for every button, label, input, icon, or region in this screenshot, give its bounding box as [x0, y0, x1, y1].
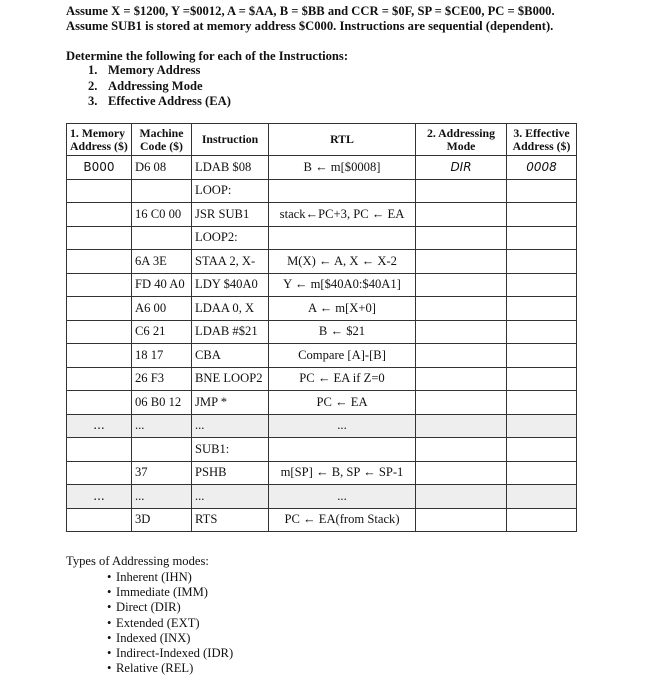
cell-instruction: PSHB [192, 461, 269, 485]
cell-rtl: B ← m[$0008] [269, 156, 416, 180]
cell-effective-address [507, 203, 577, 227]
cell-rtl [269, 179, 416, 203]
cell-rtl: PC ← EA if Z=0 [269, 367, 416, 391]
cell-memory-address [67, 273, 132, 297]
cell-addressing-mode [416, 485, 507, 509]
task-item: 1. Memory Address [88, 63, 201, 77]
cell-rtl: m[SP] ← B, SP ← SP-1 [269, 461, 416, 485]
addressing-modes-list [107, 570, 233, 676]
col-header-addressing-mode: 2. Addressing Mode [416, 124, 507, 156]
cell-memory-address [67, 297, 132, 321]
cell-memory-address [67, 203, 132, 227]
cell-addressing-mode [416, 391, 507, 415]
col-header-effective-address: 3. Effective Address ($) [507, 124, 577, 156]
cell-memory-address: ... [67, 485, 132, 509]
table-row [67, 320, 577, 344]
cell-instruction: LOOP: [192, 179, 269, 203]
cell-addressing-mode [416, 508, 507, 532]
table-row [67, 438, 577, 462]
cell-rtl: Compare [A]-[B] [269, 344, 416, 368]
cell-effective-address [507, 250, 577, 274]
cell-machine-code: ... [132, 485, 192, 509]
cell-machine-code: ... [132, 414, 192, 438]
cell-rtl: A ← m[X+0] [269, 297, 416, 321]
cell-effective-address [507, 179, 577, 203]
task-item: 3. Effective Address (EA) [88, 94, 231, 108]
cell-addressing-mode [416, 320, 507, 344]
cell-machine-code [132, 438, 192, 462]
cell-machine-code: C6 21 [132, 320, 192, 344]
cell-addressing-mode [416, 179, 507, 203]
cell-machine-code: 06 B0 12 [132, 391, 192, 415]
cell-memory-address [67, 461, 132, 485]
col-header-machine-code: Machine Code ($) [132, 124, 192, 156]
cell-effective-address [507, 320, 577, 344]
cell-effective-address [507, 438, 577, 462]
cell-machine-code: 37 [132, 461, 192, 485]
cell-machine-code: 26 F3 [132, 367, 192, 391]
cell-memory-address [67, 250, 132, 274]
col-header-instruction: Instruction [192, 124, 269, 156]
cell-instruction: BNE LOOP2 [192, 367, 269, 391]
addressing-mode-item: • Extended (EXT) [107, 615, 200, 630]
col-header-memory-address: 1. Memory Address ($) [67, 124, 132, 156]
cell-machine-code: 18 17 [132, 344, 192, 368]
cell-rtl: PC ← EA [269, 391, 416, 415]
cell-instruction: LDAA 0, X [192, 297, 269, 321]
cell-rtl: M(X) ← A, X ← X-2 [269, 250, 416, 274]
cell-addressing-mode [416, 273, 507, 297]
table-row [67, 414, 577, 438]
assumption-sub1: Assume SUB1 is stored at memory address $C000. Instructions are sequential (dependent). [66, 19, 554, 33]
cell-effective-address: 0008 [507, 156, 577, 180]
table-row [67, 391, 577, 415]
cell-effective-address [507, 508, 577, 532]
cell-rtl: Y ← m[$40A0:$40A1] [269, 273, 416, 297]
cell-memory-address [67, 320, 132, 344]
addressing-mode-item: • Inherent (IHN) [107, 570, 192, 584]
cell-memory-address [67, 391, 132, 415]
cell-machine-code [132, 226, 192, 250]
assumption-registers: Assume X = $1200, Y =$0012, A = $AA, B = $BB and CCR = $0F, SP = $CE00, PC = $B000. [66, 4, 555, 18]
addressing-mode-item: • Indexed (INX) [107, 630, 191, 645]
table-header-row [67, 124, 577, 156]
cell-machine-code: D6 08 [132, 156, 192, 180]
cell-rtl [269, 438, 416, 462]
table-row [67, 179, 577, 203]
cell-memory-address [67, 226, 132, 250]
cell-instruction: LDAB #$21 [192, 320, 269, 344]
cell-memory-address [67, 344, 132, 368]
instruction-table [66, 123, 577, 532]
cell-rtl: B ← $21 [269, 320, 416, 344]
table-row [67, 367, 577, 391]
cell-addressing-mode [416, 414, 507, 438]
cell-addressing-mode [416, 344, 507, 368]
cell-instruction: JSR SUB1 [192, 203, 269, 227]
table-row [67, 250, 577, 274]
cell-effective-address [507, 367, 577, 391]
addressing-mode-item: • Indirect-Indexed (IDR) [107, 645, 234, 660]
cell-effective-address [507, 485, 577, 509]
cell-addressing-mode [416, 297, 507, 321]
table-row [67, 273, 577, 297]
addressing-mode-item: • Immediate (IMM) [107, 585, 208, 600]
cell-effective-address [507, 344, 577, 368]
cell-instruction: STAA 2, X- [192, 250, 269, 274]
addressing-mode-item: • Relative (REL) [107, 661, 194, 676]
cell-rtl [269, 226, 416, 250]
cell-instruction: LOOP2: [192, 226, 269, 250]
instructions-intro: Determine the following for each of the Instructions: [66, 49, 349, 63]
cell-machine-code: 6A 3E [132, 250, 192, 274]
task-item: 2. Addressing Mode [88, 78, 203, 93]
cell-instruction: CBA [192, 344, 269, 368]
cell-memory-address [67, 508, 132, 532]
cell-machine-code: FD 40 A0 [132, 273, 192, 297]
table-row [67, 344, 577, 368]
cell-effective-address [507, 273, 577, 297]
cell-addressing-mode [416, 461, 507, 485]
table-row [67, 297, 577, 321]
table-row [67, 461, 577, 485]
table-row [67, 203, 577, 227]
cell-effective-address [507, 226, 577, 250]
cell-memory-address: ... [67, 414, 132, 438]
cell-memory-address: B000 [67, 156, 132, 180]
table-row [67, 156, 577, 180]
cell-instruction: LDAB $08 [192, 156, 269, 180]
cell-effective-address [507, 391, 577, 415]
addressing-modes-title: Types of Addressing modes: [66, 554, 209, 568]
cell-instruction: RTS [192, 508, 269, 532]
cell-instruction: LDY $40A0 [192, 273, 269, 297]
table-body [67, 156, 577, 532]
cell-effective-address [507, 297, 577, 321]
cell-addressing-mode [416, 367, 507, 391]
addressing-mode-item: • Direct (DIR) [107, 600, 181, 615]
cell-memory-address [67, 438, 132, 462]
cell-rtl: ... [269, 414, 416, 438]
table-row [67, 485, 577, 509]
cell-machine-code: 3D [132, 508, 192, 532]
cell-machine-code: 16 C0 00 [132, 203, 192, 227]
cell-addressing-mode [416, 226, 507, 250]
task-list [88, 63, 231, 110]
cell-machine-code [132, 179, 192, 203]
cell-memory-address [67, 179, 132, 203]
col-header-rtl: RTL [269, 124, 416, 156]
cell-addressing-mode [416, 250, 507, 274]
cell-memory-address [67, 367, 132, 391]
cell-effective-address [507, 414, 577, 438]
table-row [67, 508, 577, 532]
cell-addressing-mode [416, 438, 507, 462]
cell-effective-address [507, 461, 577, 485]
cell-instruction: ... [192, 414, 269, 438]
table-row [67, 226, 577, 250]
cell-instruction: SUB1: [192, 438, 269, 462]
cell-addressing-mode [416, 203, 507, 227]
cell-rtl: ... [269, 485, 416, 509]
cell-addressing-mode: DIR [416, 156, 507, 180]
cell-rtl: stack←PC+3, PC ← EA [269, 203, 416, 227]
cell-machine-code: A6 00 [132, 297, 192, 321]
cell-rtl: PC ← EA(from Stack) [269, 508, 416, 532]
cell-instruction: ... [192, 485, 269, 509]
cell-instruction: JMP * [192, 391, 269, 415]
